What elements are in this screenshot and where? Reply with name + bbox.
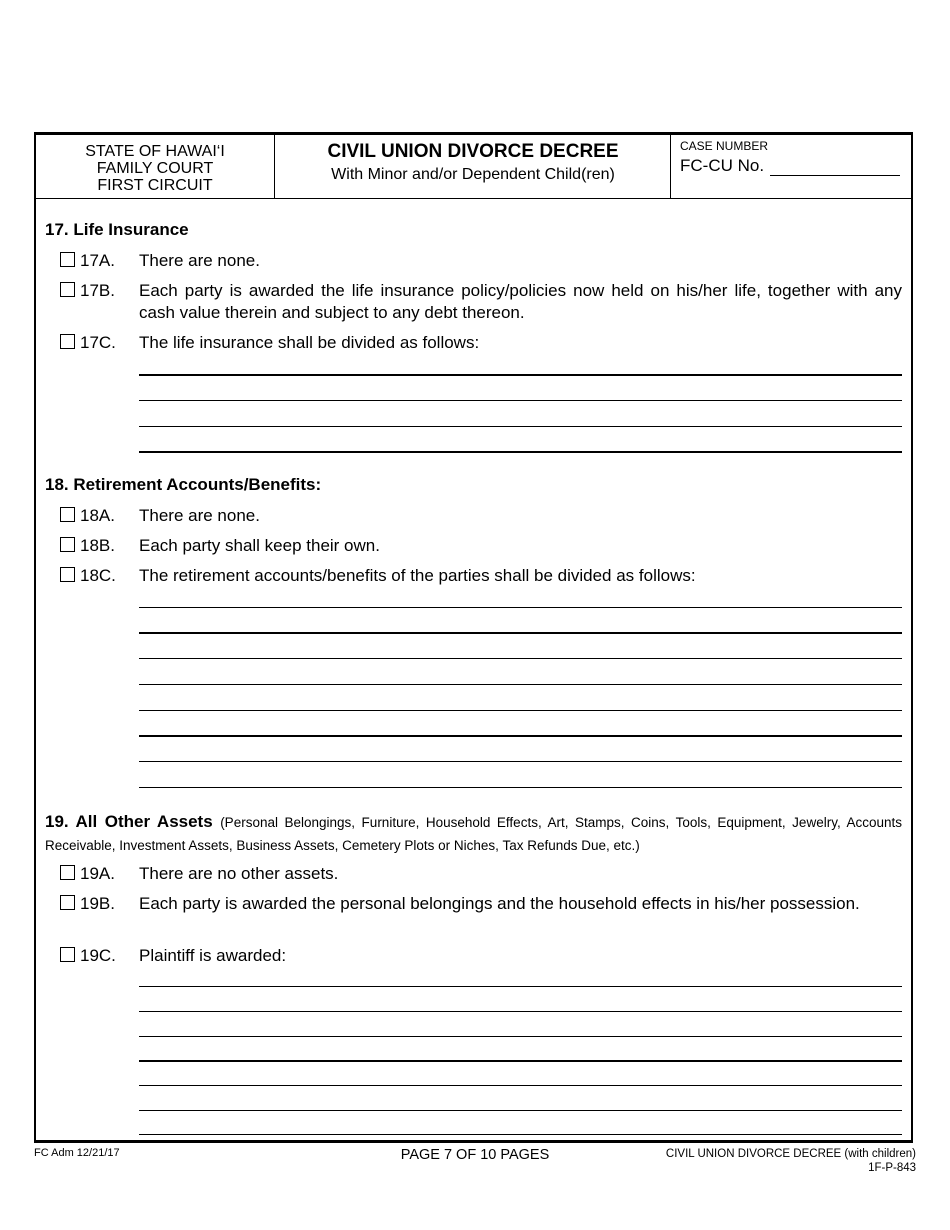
- case-number-field[interactable]: [770, 161, 900, 176]
- fill-line[interactable]: [139, 607, 902, 608]
- option-17a-text: There are none.: [139, 251, 260, 270]
- page-number: PAGE 7 OF 10 PAGES: [400, 1147, 550, 1163]
- fill-line[interactable]: [139, 658, 902, 659]
- fill-line[interactable]: [139, 735, 902, 737]
- section-19-heading: [45, 811, 902, 857]
- case-number-row: [680, 156, 912, 176]
- court-circuit: FIRST CIRCUIT: [97, 177, 213, 194]
- checkbox-18b[interactable]: [60, 537, 75, 552]
- option-17b-text: Each party is awarded the life insurance policy/policies now held on his/her life, together with any cash value therein and subject to any debt thereon.: [139, 281, 902, 322]
- option-19b-code: 19B.: [80, 894, 115, 913]
- fill-line[interactable]: [139, 761, 902, 762]
- fill-line[interactable]: [139, 986, 902, 987]
- fill-line[interactable]: [139, 710, 902, 711]
- checkbox-17b[interactable]: [60, 282, 75, 297]
- checkbox-17c[interactable]: [60, 334, 75, 349]
- option-17a-code: 17A.: [80, 251, 115, 270]
- option-18c-code: 18C.: [80, 566, 116, 585]
- option-19c-text: Plaintiff is awarded:: [139, 946, 287, 965]
- fill-line[interactable]: [139, 400, 902, 401]
- section-19-title: 19. All Other Assets: [45, 812, 213, 831]
- fill-line[interactable]: [139, 1060, 902, 1062]
- section-18-title: 18. Retirement Accounts/Benefits:: [45, 475, 322, 494]
- fill-line[interactable]: [139, 1134, 902, 1135]
- fill-line[interactable]: [139, 1011, 902, 1012]
- checkbox-18a[interactable]: [60, 507, 75, 522]
- fill-line[interactable]: [139, 1110, 902, 1111]
- checkbox-17a[interactable]: [60, 252, 75, 267]
- option-18b-code: 18B.: [80, 536, 115, 555]
- case-number-label: CASE NUMBER: [680, 139, 769, 153]
- option-18a-code: 18A.: [80, 506, 115, 525]
- form-frame: [34, 132, 913, 1143]
- option-18a-text: There are none.: [139, 506, 260, 525]
- option-19a-code: 19A.: [80, 864, 115, 883]
- checkbox-19c[interactable]: [60, 947, 75, 962]
- court-name: FAMILY COURT: [96, 160, 214, 177]
- fill-line[interactable]: [139, 632, 902, 634]
- section-17-title: 17. Life Insurance: [45, 220, 189, 239]
- option-19b-text: Each party is awarded the personal belongings and the household effects in his/her possession.: [139, 894, 860, 913]
- case-number-block: [672, 135, 912, 198]
- case-number-prefix: FC-CU No.: [680, 156, 765, 175]
- option-17b-code: 17B.: [80, 281, 115, 300]
- court-state: STATE OF HAWAI‘I: [85, 143, 225, 160]
- checkbox-19b[interactable]: [60, 895, 75, 910]
- option-17c-text: The life insurance shall be divided as follows:: [139, 333, 480, 352]
- fill-line[interactable]: [139, 787, 902, 788]
- page-footer: [0, 1145, 950, 1185]
- document-subtitle: With Minor and/or Dependent Child(ren): [331, 166, 615, 183]
- checkbox-18c[interactable]: [60, 567, 75, 582]
- fill-line[interactable]: [139, 426, 902, 427]
- court-block: [36, 135, 275, 198]
- fill-line[interactable]: [139, 451, 902, 453]
- checkbox-19a[interactable]: [60, 865, 75, 880]
- footer-doc-name: CIVIL UNION DIVORCE DECREE (with children): [665, 1148, 916, 1160]
- footer-doc-code: 1F-P-843: [868, 1162, 916, 1174]
- title-block: [276, 135, 671, 198]
- fill-line[interactable]: [139, 1085, 902, 1086]
- option-19c-code: 19C.: [80, 946, 116, 965]
- option-19a-text: There are no other assets.: [139, 864, 339, 883]
- form-header: [36, 135, 911, 199]
- form-id: FC Adm 12/21/17: [34, 1147, 120, 1159]
- option-17c-code: 17C.: [80, 333, 116, 352]
- option-18b-text: Each party shall keep their own.: [139, 536, 380, 555]
- fill-line[interactable]: [139, 374, 902, 376]
- section-19-examples: (Personal Belongings, Furniture, Household Effects, Art, Stamps, Coins, Tools, Equipment, Jewelry, Accounts Receivable, Investment Assets, Business Assets, Cemetery Plots or Niches, Tax Refunds Due, etc.): [45, 815, 903, 853]
- fill-line[interactable]: [139, 684, 902, 685]
- footer-doc-info: [666, 1147, 916, 1175]
- document-title: CIVIL UNION DIVORCE DECREE: [327, 141, 619, 162]
- fill-line[interactable]: [139, 1036, 902, 1037]
- option-18c-text: The retirement accounts/benefits of the parties shall be divided as follows:: [139, 566, 696, 585]
